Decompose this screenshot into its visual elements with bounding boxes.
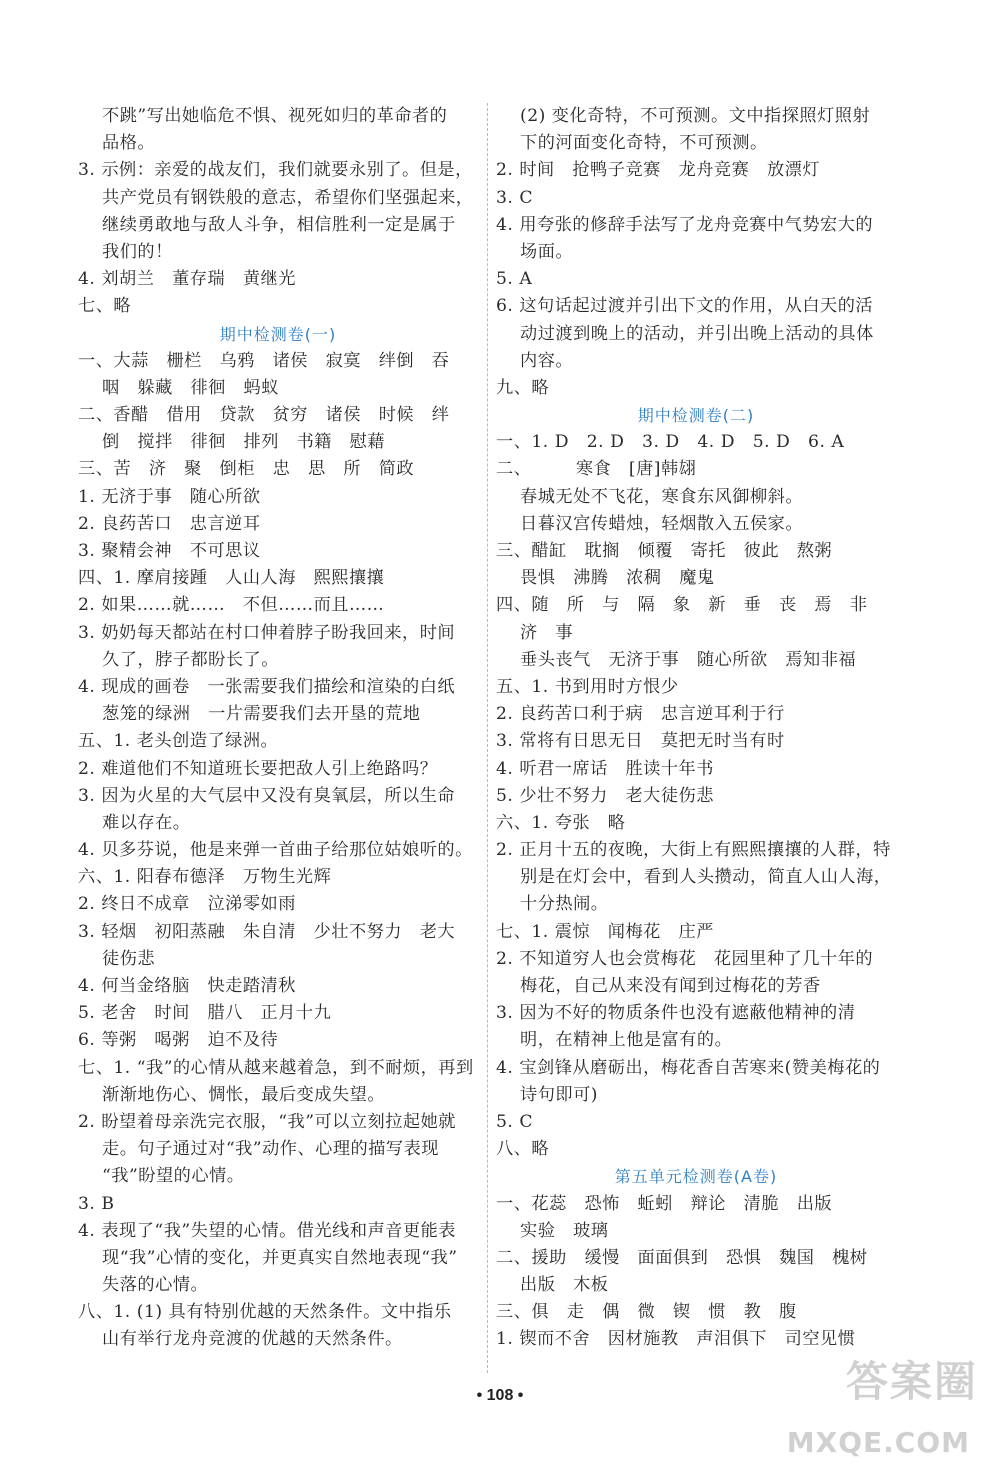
answer-line: 3. 奶奶每天都站在村口伸着脖子盼我回来，时间 [78, 622, 456, 643]
answer-line: 难以存在。 [102, 812, 191, 833]
answer-line: 别是在灯会中，看到人头攒动，简直人山人海， [520, 867, 892, 888]
answer-line: 四、1. 摩肩接踵 人山人海 熙熙攘攘 [78, 568, 385, 589]
answer-line: 内容。 [520, 350, 574, 371]
answer-line: 场面。 [520, 241, 574, 262]
answer-line: 日暮汉宫传蜡烛，轻烟散入五侯家。 [520, 513, 804, 534]
answer-line: 3. 因为火星的大气层中又没有臭氧层，所以生命 [78, 785, 456, 806]
answer-line: 2. 时间 抢鸭子竞赛 龙舟竞赛 放漂灯 [496, 160, 821, 181]
answer-line: 一、大蒜 栅栏 乌鸦 诸侯 寂寞 绊倒 吞 [78, 350, 450, 371]
answer-line: 渐渐地伤心、惆怅，最后变成失望。 [102, 1084, 386, 1105]
answer-line: 4. 何当金络脑 快走踏清秋 [78, 976, 296, 996]
left-column [78, 103, 478, 1354]
answer-line: 3. 聚精会神 不可思议 [78, 541, 261, 561]
answer-line: 共产党员有钢铁般的意志，希望你们坚强起来， [102, 187, 474, 208]
answer-line: 品格。 [102, 133, 156, 154]
answer-line: 不跳”写出她临危不惧、视死如归的革命者的 [102, 106, 448, 126]
answer-line: 5. 少壮不努力 老大徒伤悲 [496, 785, 714, 806]
answer-line: 五、1. 老头创造了绿洲。 [78, 731, 279, 752]
answer-line: 九、略 [496, 377, 550, 398]
answer-line: 倒 搅拌 徘徊 排列 书籍 慰藉 [102, 432, 386, 453]
watermark-url: MXQE.COM [786, 1426, 970, 1459]
answer-line: 4. 表现了“我”失望的心情。借光线和声音更能表 [78, 1220, 456, 1241]
answer-line: 八、1. (1) 具有特别优越的天然条件。文中指乐 [78, 1302, 452, 1323]
answer-line: 2. 终日不成章 泣涕零如雨 [78, 894, 296, 915]
section-heading: 期中检测卷(二) [637, 406, 755, 426]
answer-line: 2. 良药苦口利于病 忠言逆耳利于行 [496, 704, 785, 725]
answer-line: 久了，脖子都盼长了。 [102, 649, 279, 670]
answer-line: 实验 玻璃 [520, 1220, 609, 1241]
answer-line: 三、醋缸 耽搁 倾覆 寄托 彼此 熬粥 [496, 541, 833, 561]
answer-line: 5. C [496, 1111, 534, 1132]
answer-line: 一、1. D 2. D 3. D 4. D 5. D 6. A [496, 432, 845, 453]
answer-line: 六、1. 阳春布德泽 万物生光辉 [78, 867, 332, 888]
answer-line: 2. 良药苦口 忠言逆耳 [78, 513, 261, 534]
answer-line: 十分热闹。 [520, 894, 609, 915]
answer-line: 2. 正月十五的夜晚，大街上有熙熙攘攘的人群，特 [496, 840, 891, 861]
answer-line: 5. A [496, 269, 533, 290]
answer-line: 4. 刘胡兰 董存瑞 黄继光 [78, 269, 296, 290]
answer-line: 2. 盼望着母亲洗完衣服，“我”可以立刻拉起她就 [78, 1111, 456, 1132]
answer-line: 山有举行龙舟竞渡的优越的天然条件。 [102, 1329, 403, 1350]
answer-line: 出版 木板 [520, 1275, 609, 1296]
answer-line: 3. B [78, 1193, 115, 1214]
answer-line: 3. 示例：亲爱的战友们，我们就要永别了。但是， [78, 160, 473, 181]
answer-line: 4. 听君一席话 胜读十年书 [496, 758, 714, 779]
answer-line: 2. 如果……就…… 不但……而且…… [78, 595, 385, 616]
answer-line: 3. C [496, 187, 534, 208]
right-column [496, 103, 896, 1354]
answer-line: 3. 轻烟 初阳蒸融 朱自清 少壮不努力 老大 [78, 921, 456, 942]
answer-line: 4. 宝剑锋从磨砺出，梅花香自苦寒来(赞美梅花的 [496, 1057, 881, 1078]
answer-line: 梅花，自己从来没有闻到过梅花的芳香 [520, 976, 821, 996]
page-number: • 108 • [476, 1387, 524, 1404]
answer-line: 八、略 [496, 1139, 550, 1160]
answer-line: (2) 变化奇特，不可预测。文中指探照灯照射 [520, 106, 871, 126]
answer-line: 失落的心情。 [102, 1275, 209, 1296]
answer-line: 5. 老舍 时间 腊八 正月十九 [78, 1003, 332, 1024]
answer-line: 春城无处不飞花，寒食东风御柳斜。 [520, 486, 804, 507]
answer-line: 七、1. “我”的心情从越来越着急，到不耐烦，再到 [78, 1057, 474, 1078]
answer-line: 徒伤悲 [102, 948, 156, 969]
answer-line: 6. 这句话起过渡并引出下文的作用，从白天的活 [496, 296, 874, 317]
section-heading: 第五单元检测卷(A卷) [614, 1167, 778, 1187]
answer-line: 明，在精神上他是富有的。 [520, 1030, 733, 1051]
answer-line: 2. 难道他们不知道班长要把敌人引上绝路吗？ [78, 758, 438, 779]
answer-line: 4. 贝多芬说，他是来弹一首曲子给那位姑娘听的。 [78, 840, 473, 861]
watermark-logo [786, 1349, 978, 1459]
answer-line: 1. 锲而不舍 因材施教 声泪俱下 司空见惯 [496, 1329, 856, 1350]
answer-line: 葱笼的绿洲 一片需要我们去开垦的荒地 [102, 704, 421, 725]
answer-line: 济 事 [520, 622, 574, 643]
answer-line: 4. 现成的画卷 一张需要我们描绘和渲染的白纸 [78, 676, 456, 697]
answer-line: 动过渡到晚上的活动，并引出晚上活动的具体 [520, 323, 874, 344]
answer-line: 三、苦 济 聚 倒柜 忠 思 所 简政 [78, 459, 415, 480]
answer-line: 畏惧 沸腾 浓稠 魔鬼 [520, 568, 715, 589]
answer-line: 诗句即可) [520, 1084, 598, 1105]
answer-line: 现“我”心情的变化，并更真实自然地表现“我” [102, 1247, 458, 1268]
answer-line: 四、随 所 与 隔 象 新 垂 丧 焉 非 [496, 595, 868, 616]
answer-line: 二、香醋 借用 贷款 贫穷 诸侯 时候 绊 [78, 405, 450, 426]
answer-line: 4. 用夸张的修辞手法写了龙舟竞赛中气势宏大的 [496, 214, 874, 235]
answer-line: 七、略 [78, 296, 132, 317]
answer-line: 继续勇敢地与敌人斗争，相信胜利一定是属于 [102, 214, 456, 235]
answer-line: 1. 无济于事 随心所欲 [78, 486, 261, 507]
answer-line: 一、花蕊 恐怖 蚯蚓 辩论 清脆 出版 [496, 1193, 833, 1214]
answer-line: “我”盼望的心情。 [102, 1166, 245, 1187]
answer-line: 二、援助 缓慢 面面俱到 恐惧 魏国 槐树 [496, 1247, 868, 1268]
answer-line: 6. 等粥 喝粥 迫不及待 [78, 1030, 279, 1051]
answer-line: 垂头丧气 无济于事 随心所欲 焉知非福 [520, 649, 857, 670]
answer-line: 五、1. 书到用时方恨少 [496, 676, 679, 697]
answer-line: 二、 寒食 [唐]韩翃 [496, 459, 697, 480]
answer-line: 三、俱 走 偶 微 锲 惯 教 腹 [496, 1302, 797, 1323]
answer-line: 下的河面变化奇特，不可预测。 [520, 133, 768, 154]
answer-line: 3. 因为不好的物质条件也没有遮蔽他精神的清 [496, 1003, 856, 1024]
answer-line: 我们的！ [102, 241, 173, 262]
answer-line: 走。句子通过对“我”动作、心理的描写表现 [102, 1139, 439, 1160]
column-divider [487, 103, 488, 1373]
answer-line: 七、1. 震惊 闻梅花 庄严 [496, 921, 714, 942]
answer-line: 六、1. 夸张 略 [496, 812, 626, 833]
section-heading: 期中检测卷(一) [219, 324, 337, 344]
answer-line: 3. 常将有日思无日 莫把无时当有时 [496, 731, 785, 752]
answer-line: 咽 躲藏 徘徊 蚂蚁 [102, 377, 279, 398]
answer-line: 2. 不知道穷人也会赏梅花 花园里种了几十年的 [496, 948, 874, 969]
watermark-logo-text: 答案圈 [845, 1357, 978, 1406]
